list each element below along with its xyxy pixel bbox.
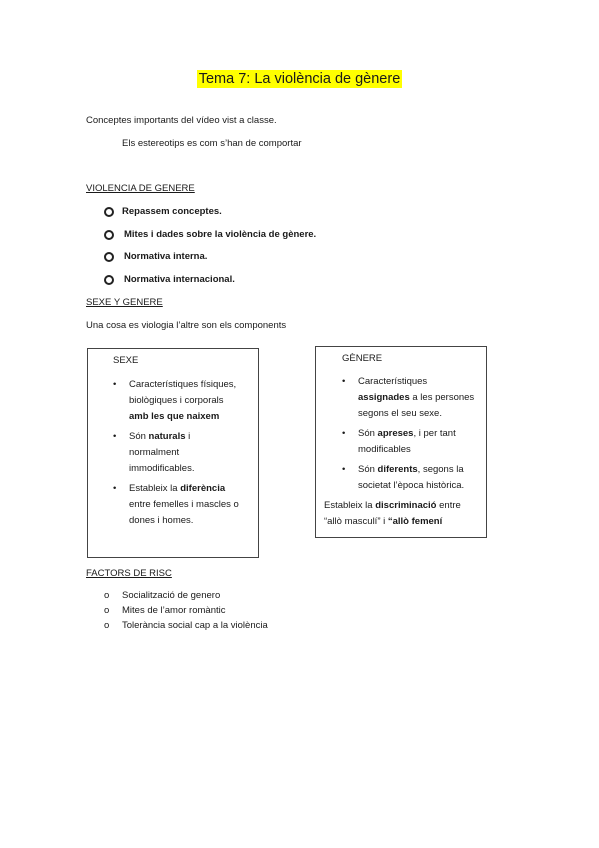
bullet-icon: • [342, 464, 346, 475]
circle-bullet-icon: o [104, 605, 110, 616]
bullet-icon: • [342, 428, 346, 439]
text-span: , i per tant [413, 428, 456, 439]
circle-bullet-icon: o [104, 590, 110, 601]
text-span: i [185, 431, 191, 442]
bullet-icon: • [113, 483, 117, 494]
section-heading-sexe-genere: SEXE Y GENERE [86, 297, 163, 308]
text-span: discriminació [375, 500, 437, 511]
box-genere [315, 346, 487, 538]
section-text: Una cosa es viologia l’altre son els components [86, 320, 287, 331]
text-line: normalment [129, 447, 180, 458]
text-line: Característiques físiques, [129, 379, 237, 390]
footer-line [324, 498, 461, 514]
list-item-text [358, 374, 474, 422]
ring-bullet-icon [104, 252, 114, 262]
box-heading: GÈNERE [342, 353, 383, 364]
ring-bullet-icon [104, 275, 114, 285]
list-item-text [129, 429, 194, 477]
list-item-text: Mites i dades sobre la violència de gènere. [124, 229, 317, 240]
list-item-text [129, 377, 236, 425]
ring-bullet-icon [104, 230, 114, 240]
text-span: Són [358, 428, 378, 439]
box-heading: SEXE [113, 355, 139, 366]
text-span: diferència [180, 483, 226, 494]
text-line: amb les que naixem [129, 411, 220, 422]
intro-line-1: Conceptes importants del vídeo vist a classe. [86, 115, 277, 126]
circle-bullet-icon: o [104, 620, 110, 631]
text-line: Característiques [358, 376, 428, 387]
bullet-icon: • [342, 376, 346, 387]
list-item-text [129, 481, 239, 529]
page-title [0, 71, 599, 87]
title-highlight: Tema 7: La violència de gènere [198, 71, 401, 87]
text-span: Estableix la [324, 500, 376, 511]
text-span: diferents [377, 464, 418, 475]
list-item-text: Normativa internacional. [124, 274, 235, 285]
text-span: a les persones [409, 392, 475, 403]
footer-line [324, 514, 461, 530]
text-line: biològiques i corporals [129, 395, 224, 406]
text-span: entre [436, 500, 461, 511]
section-heading-violencia: VIOLENCIA DE GENERE [86, 183, 195, 194]
list-item-text: Mites de l’amor romàntic [122, 605, 226, 616]
text-line: modificables [358, 444, 411, 455]
box-footer [324, 498, 461, 530]
text-line: segons el seu sexe. [358, 408, 442, 419]
list-item-text: Socialització de genero [122, 590, 221, 601]
bullet-icon: • [113, 431, 117, 442]
text-line: societat l’època històrica. [358, 480, 465, 491]
list-item-text: Tolerància social cap a la violència [122, 620, 268, 631]
text-line: dones i homes. [129, 515, 194, 526]
text-line: entre femelles i mascles o [129, 499, 239, 510]
text-span: Estableix la [129, 483, 181, 494]
bullet-icon: • [113, 379, 117, 390]
text-span: Són [358, 464, 378, 475]
text-span: naturals [148, 431, 186, 442]
text-span: apreses [377, 428, 414, 439]
text-span: “allò masculí” i [324, 516, 388, 527]
text-span: “allò femení [387, 516, 443, 527]
list-item-text [358, 426, 456, 458]
text-span: , segons la [417, 464, 464, 475]
ring-bullet-icon [104, 207, 114, 217]
intro-line-2: Els estereotips es com s’han de comportar [122, 138, 302, 149]
text-span: Són [129, 431, 149, 442]
box-sexe [87, 348, 259, 558]
list-item-text [358, 462, 464, 494]
text-span: assignades [358, 392, 410, 403]
list-item-text: Normativa interna. [124, 251, 208, 262]
section-heading-factors: FACTORS DE RISC [86, 568, 172, 579]
list-item-text: Repassem conceptes. [122, 206, 222, 217]
text-line: immodificables. [129, 463, 195, 474]
